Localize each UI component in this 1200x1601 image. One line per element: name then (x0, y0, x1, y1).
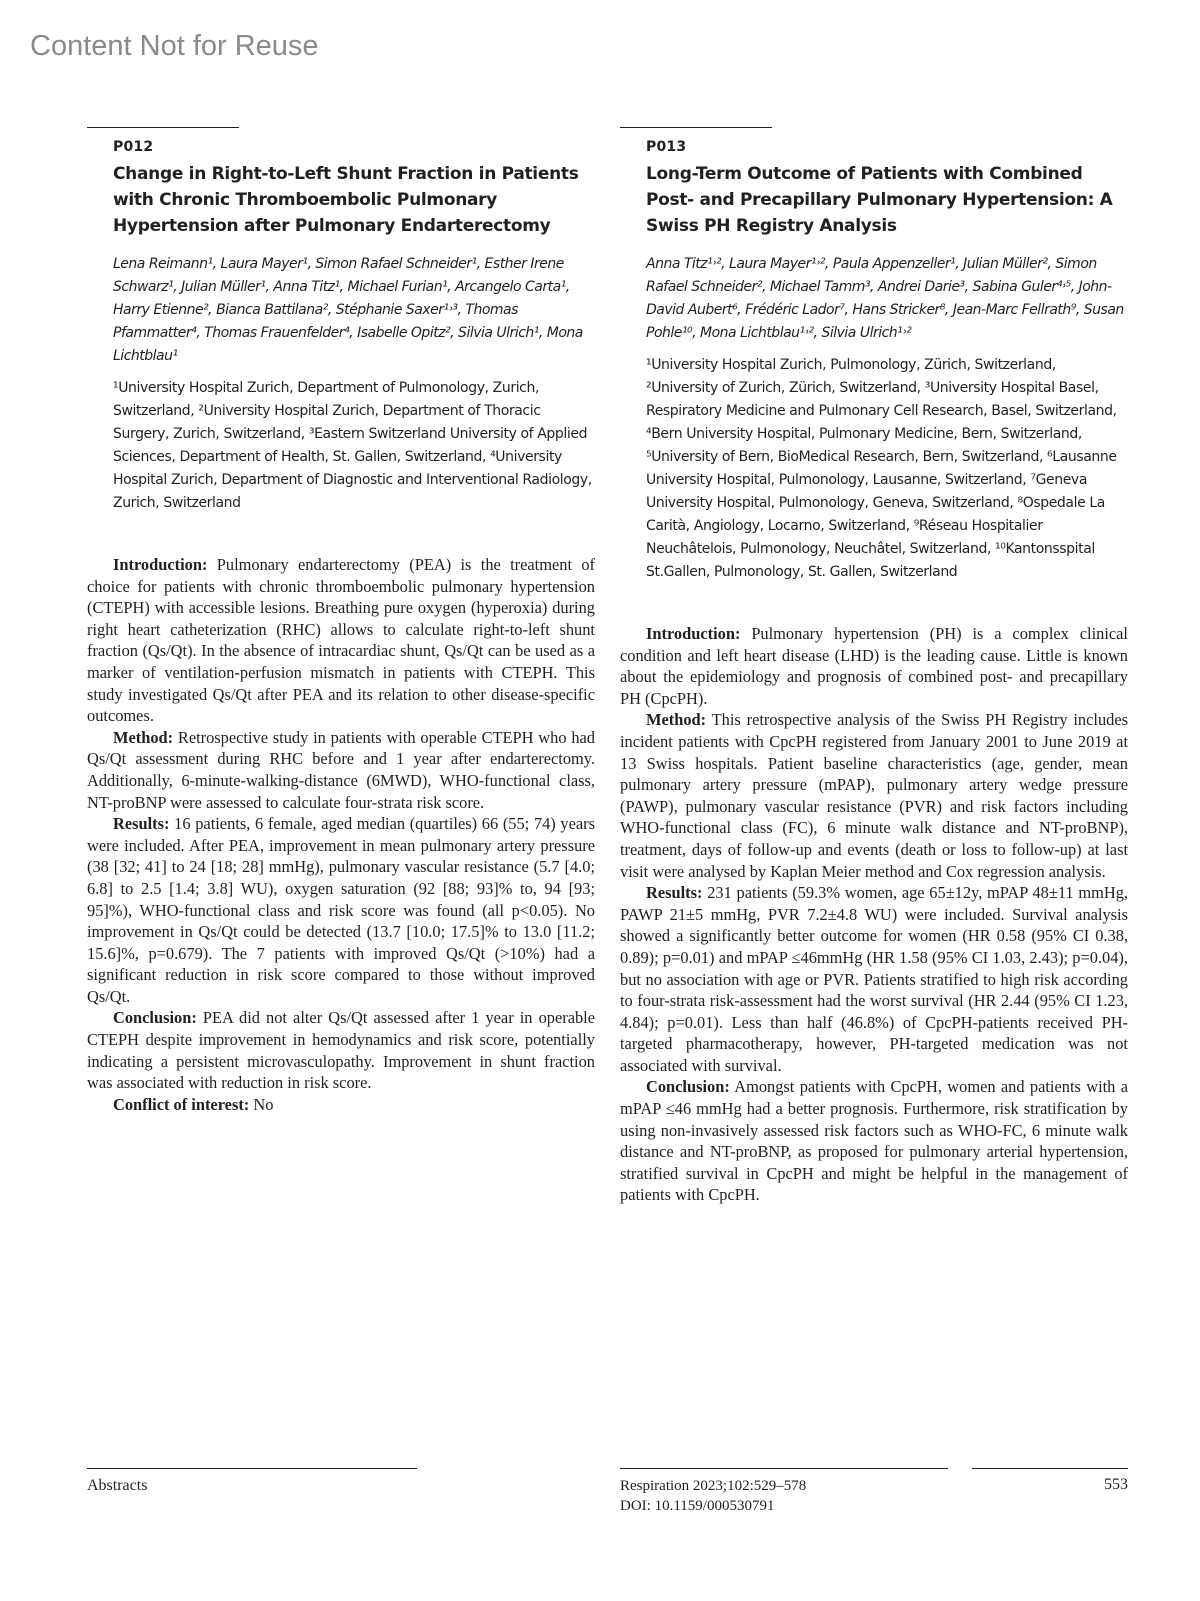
footer-citation (620, 1468, 1128, 1516)
column-rule (87, 127, 239, 128)
section-heading: Results: (646, 883, 703, 903)
affiliations: ¹University Hospital Zurich, Pulmonology, Zürich, Switzerland, ²University of Zurich, Zürich, Switzerland, ³University Hospital Basel, Respiratory Medicine and Pulmonary Cell Research, Basel, Switzerland, ⁴Bern University Hospital, Pulmonary Medicine, Bern, Switzerland, ⁵University of Bern, BioMedical Research, Bern, Switzerland, ⁶Lausanne University Hospital, Pulmonology, Lausanne, Switzerland, ⁷Geneva University Hospital, Pulmonology, Geneva, Switzerland, ⁸Ospedale La Carità, Angiology, Locarno, Switzerland, ⁹Réseau Hospitalier Neuchâtelois, Pulmonology, Neuchâtel, Switzerland, ¹⁰Kantonsspital St.Gallen, Pulmonology, St. Gallen, Switzerland (646, 357, 1117, 580)
page-number: 553 (1104, 1476, 1128, 1493)
abstract-number: P012 (113, 139, 154, 155)
abstract-title: Change in Right-to-Left Shunt Fraction in Patients with Chronic Thromboembolic Pulmonary Hypertension after Pulmonary Endarterectomy (113, 164, 579, 236)
section-text: Amongst patients with CpcPH, women and patients with a mPAP ≤46 mmHg had a better prognosis. Furthermore, risk stratification by using non-invasively assessed risk factors such as WHO-FC, 6 minute walk distance and NT-proBNP, as proposed for pulmonary arterial hypertension, stratified survival in CpcPH and might be helpful in the management of patients with CpcPH. (620, 1077, 1128, 1205)
footer-journal (620, 1468, 1128, 1516)
section-heading: Method: (113, 727, 174, 747)
section-text: Pulmonary endarterectomy (PEA) is the treatment of choice for patients with chronic thromboembolic pulmonary hypertension (CTEPH) with accessible lesions. Breathing pure oxygen (hyperoxia) during right heart catheterization (RHC) allows to calculate right-to-left shunt fraction (Qs/Qt). In the absence of intracardiac shunt, Qs/Qt can be used as a marker of ventilation-perfusion mismatch in patients with CTEPH. This study investigated Qs/Qt after PEA and its relation to other disease-specific outcomes. (87, 555, 595, 726)
section-text: No (253, 1094, 274, 1114)
section-conflict (87, 1094, 595, 1116)
abstract-p012 (87, 127, 595, 1115)
abstract-p013 (620, 127, 1128, 1206)
section-heading: Conclusion: (113, 1008, 197, 1028)
author-list: Lena Reimann¹, Laura Mayer¹, Simon Rafael Schneider¹, Esther Irene Schwarz¹, Julian Müller¹, Anna Titz¹, Michael Furian¹, Arcangelo Carta¹, Harry Etienne², Bianca Battilana², Stéphanie Saxer¹˒³, Thomas Pfammatter⁴, Thomas Frauenfelder⁴, Isabelle Opitz², Silvia Ulrich¹, Mona Lichtblau¹ (113, 256, 583, 364)
section-heading: Introduction: (646, 624, 741, 643)
section-heading: Method: (646, 710, 707, 730)
section-text: 16 patients, 6 female, aged median (quartiles) 66 (55; 74) years were included. After PEA, improvement in mean pulmonary artery pressure (38 [32; 41] to 24 [18; 28] mmHg), pulmonary vascular resistance (5.7 [4.0; 6.8] to 2.5 [1.4; 3.8] WU), oxygen saturation (92 [88; 93]% to, 94 [93; 95]%), WHO-functional class and risk score was found (all p<0.05). No improvement in Qs/Qt could be detected (13.7 [10.0; 17.5]% to 13.0 [11.2; 15.6]%, p=0.679). The 7 patients with improved Qs/Qt (>10%) had a significant reduction in risk score compared to those without improved Qs/Qt. (87, 814, 595, 1006)
section-heading: Conclusion: (646, 1077, 730, 1097)
section-text: Retrospective study in patients with operable CTEPH who had Qs/Qt assessment during RHC before and 1 year after endarterectomy. Additionally, 6-minute-walking-distance (6MWD), WHO-functional class, NT-proBNP were assessed to calculate four-strata risk score. (87, 727, 595, 812)
section-text: This retrospective analysis of the Swiss PH Registry includes incident patients with CpcPH registered from January 2001 to June 2019 at 13 Swiss hospitals. Patient baseline characteristics (age, gender, mean pulmonary artery pressure (mPAP), pulmonary artery wedge pressure (PAWP), pulmonary vascular resistance (PVR) and risk factors including WHO-functional class (FC), 6 minute walk distance and NT-proBNP), treatment, days of follow-up and events (death or loss to follow-up) at last visit were analysed by Kaplan Meier method and Cox regression analysis. (620, 710, 1128, 881)
footer-rule (620, 1468, 948, 1469)
section-method (620, 709, 1128, 882)
section-method (87, 727, 595, 813)
section-conclusion (620, 1076, 1128, 1206)
section-introduction (87, 554, 595, 727)
abstract-number: P013 (646, 139, 687, 155)
abstract-body (620, 623, 1128, 1206)
section-heading: Results: (113, 814, 170, 834)
watermark: Content Not for Reuse (30, 30, 319, 62)
section-results (620, 882, 1128, 1076)
affiliations: ¹University Hospital Zurich, Department of Pulmonology, Zurich, Switzerland, ²University Hospital Zurich, Department of Thoracic Surgery, Zurich, Switzerland, ³Eastern Switzerland University of Applied Sciences, Department of Health, St. Gallen, Switzerland, ⁴University Hospital Zurich, Department of Diagnostic and Interventional Radiology, Zurich, Switzerland (113, 380, 592, 511)
abstract-title: Long-Term Outcome of Patients with Combined Post- and Precapillary Pulmonary Hypertension: A Swiss PH Registry Analysis (646, 164, 1113, 236)
author-list: Anna Titz¹˒², Laura Mayer¹˒², Paula Appenzeller¹, Julian Müller², Simon Rafael Schneider², Michael Tamm³, Andrei Darie³, Sabina Guler⁴˒⁵, John-David Aubert⁶, Frédéric Lador⁷, Hans Stricker⁸, Jean-Marc Fellrath⁹, Susan Pohle¹⁰, Mona Lichtblau¹˒², Silvia Ulrich¹˒² (646, 256, 1124, 341)
section-results (87, 813, 595, 1007)
doi: DOI: 10.1159/000530791 (620, 1498, 775, 1514)
section-heading: Conflict of interest: (113, 1094, 250, 1114)
section-heading: Introduction: (113, 555, 208, 574)
footer-rule (972, 1468, 1128, 1469)
section-text: PEA did not alter Qs/Qt assessed after 1 year in operable CTEPH despite improvement in hemodynamics and risk score, potentially indicating a persistent microvasculopathy. Improvement in shunt fraction was associated with reduction in risk score. (87, 1008, 595, 1093)
abstract-body (87, 554, 595, 1115)
section-text: Pulmonary hypertension (PH) is a complex clinical condition and left heart disease (LHD) is the leading cause. Little is known about the epidemiology and prognosis of combined post- and precapillary PH (CpcPH). (620, 624, 1128, 708)
section-text: 231 patients (59.3% women, age 65±12y, mPAP 48±11 mmHg, PAWP 21±5 mmHg, PVR 7.2±4.8 WU) were included. Survival analysis showed a significantly better outcome for women (HR 0.58 (95% CI 0.38, 0.89); p=0.01) and mPAP ≤46mmHg (HR 1.58 (95% CI 1.03, 2.43); p=0.04), but no association with age or PVR. Patients stratified to high risk according to four-strata risk-assessment had the worst survival (HR 2.44 (95% CI 1.23, 4.84); p=0.01). Less than half (46.8%) of CpcPH-patients received PH-targeted pharmacotherapy, however, PH-targeted medication was not associated with survival. (620, 883, 1128, 1075)
footer-section-label: Abstracts (87, 1468, 417, 1495)
section-conclusion (87, 1007, 595, 1093)
section-introduction (620, 623, 1128, 709)
journal-citation: Respiration 2023;102:529–578 (620, 1478, 807, 1494)
column-rule (620, 127, 772, 128)
